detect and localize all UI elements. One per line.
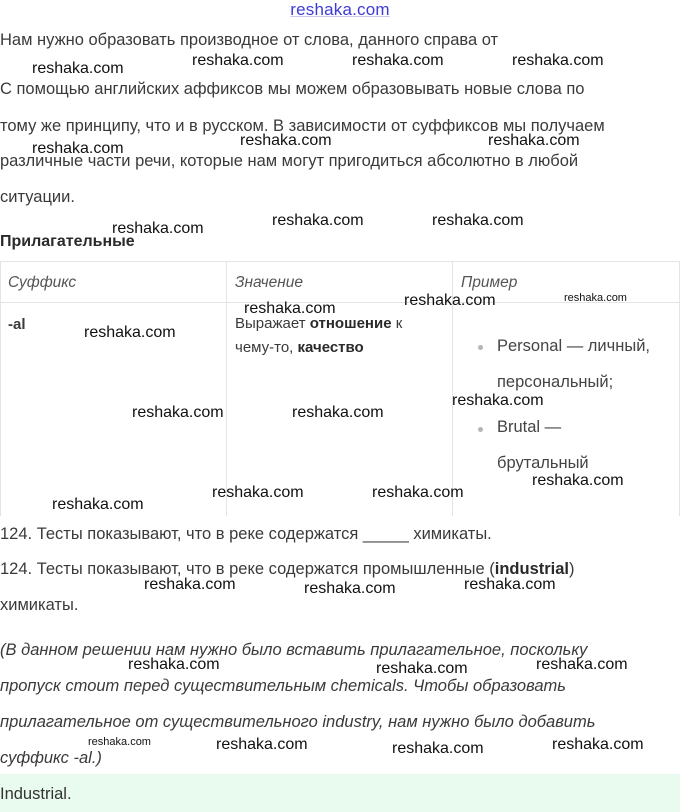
- meaning-cell-line2: [235, 339, 364, 356]
- watermark: reshaka.com: [536, 656, 628, 673]
- bullet-icon: [478, 427, 483, 432]
- watermark: reshaka.com: [304, 580, 396, 597]
- table-column-divider: [0, 262, 1, 516]
- answer-sentence-text: ): [569, 560, 575, 578]
- watermark: reshaka.com: [84, 324, 176, 341]
- watermark: reshaka.com: [32, 140, 124, 157]
- meaning-bold: отношение: [309, 315, 392, 332]
- bullet-icon: [478, 345, 483, 350]
- watermark: reshaka.com: [352, 52, 444, 69]
- watermark: reshaka.com: [192, 52, 284, 69]
- example-item-cont: персональный;: [497, 373, 614, 391]
- watermark: reshaka.com: [32, 60, 124, 77]
- watermark: reshaka.com: [112, 220, 204, 237]
- site-logo[interactable]: reshaka.com: [290, 0, 390, 19]
- meaning-bold: качество: [297, 339, 364, 356]
- watermark: reshaka.com: [532, 472, 624, 489]
- watermark: reshaka.com: [128, 656, 220, 673]
- watermark: reshaka.com: [376, 660, 468, 677]
- example-item: Personal — личный,: [497, 337, 651, 355]
- intro-line: Нам нужно образовать производное от слова, данного справа от: [0, 31, 499, 49]
- watermark: reshaka.com: [552, 736, 644, 753]
- table-column-divider: [226, 262, 227, 516]
- watermark: reshaka.com: [244, 300, 336, 317]
- watermark: reshaka.com: [216, 736, 308, 753]
- meaning-text: Выражает: [235, 315, 310, 332]
- watermark: reshaka.com: [132, 404, 224, 421]
- meaning-text: чему-то,: [235, 339, 298, 356]
- meaning-text: к: [391, 315, 403, 332]
- watermark: reshaka.com: [404, 292, 496, 309]
- suffix-cell: -al: [8, 316, 26, 333]
- watermark: reshaka.com: [432, 212, 524, 229]
- watermark: reshaka.com: [392, 740, 484, 757]
- explanation-line: суффикс -al.): [0, 749, 102, 767]
- watermark: reshaka.com: [564, 292, 627, 304]
- explanation-line: (В данном решении нам нужно было вставить прилагательное, поскольку: [0, 641, 588, 659]
- answer-text: Industrial.: [0, 785, 72, 803]
- watermark: reshaka.com: [372, 484, 464, 501]
- answer-sentence-text: 124. Тесты показывают, что в реке содержатся промышленные (: [0, 560, 495, 578]
- example-item: Brutal —: [497, 418, 562, 436]
- watermark: reshaka.com: [464, 576, 556, 593]
- question-text: 124. Тесты показывают, что в реке содержатся _____ химикаты.: [0, 525, 492, 543]
- watermark: reshaka.com: [240, 132, 332, 149]
- paragraph-line: различные части речи, которые нам могут пригодиться абсолютно в любой: [0, 152, 579, 170]
- paragraph-line: С помощью английских аффиксов мы можем образовывать новые слова по: [0, 80, 585, 98]
- explanation-line: прилагательное от существительного industry, нам нужно было добавить: [0, 713, 596, 731]
- answer-word: industrial: [494, 560, 570, 578]
- watermark: reshaka.com: [212, 484, 304, 501]
- watermark: reshaka.com: [88, 736, 151, 748]
- watermark: reshaka.com: [488, 132, 580, 149]
- answer-sentence: [0, 560, 676, 579]
- paragraph-line: тому же принципу, что и в русском. В зависимости от суффиксов мы получаем: [0, 117, 605, 135]
- column-header-meaning: Значение: [235, 274, 304, 291]
- example-item-cont: брутальный: [497, 454, 589, 472]
- answer-sentence-line2: химикаты.: [0, 596, 79, 614]
- watermark: reshaka.com: [144, 576, 236, 593]
- paragraph-line: ситуации.: [0, 188, 75, 206]
- watermark: reshaka.com: [452, 392, 544, 409]
- watermark: reshaka.com: [272, 212, 364, 229]
- section-heading: Прилагательные: [0, 233, 135, 250]
- column-header-example: Пример: [461, 274, 518, 291]
- column-header-suffix: Суффикс: [8, 274, 77, 291]
- watermark: reshaka.com: [512, 52, 604, 69]
- answer-box: [0, 774, 680, 812]
- explanation-line: пропуск стоит перед существительным chemicals. Чтобы образовать: [0, 677, 566, 695]
- watermark: reshaka.com: [292, 404, 384, 421]
- watermark: reshaka.com: [52, 496, 144, 513]
